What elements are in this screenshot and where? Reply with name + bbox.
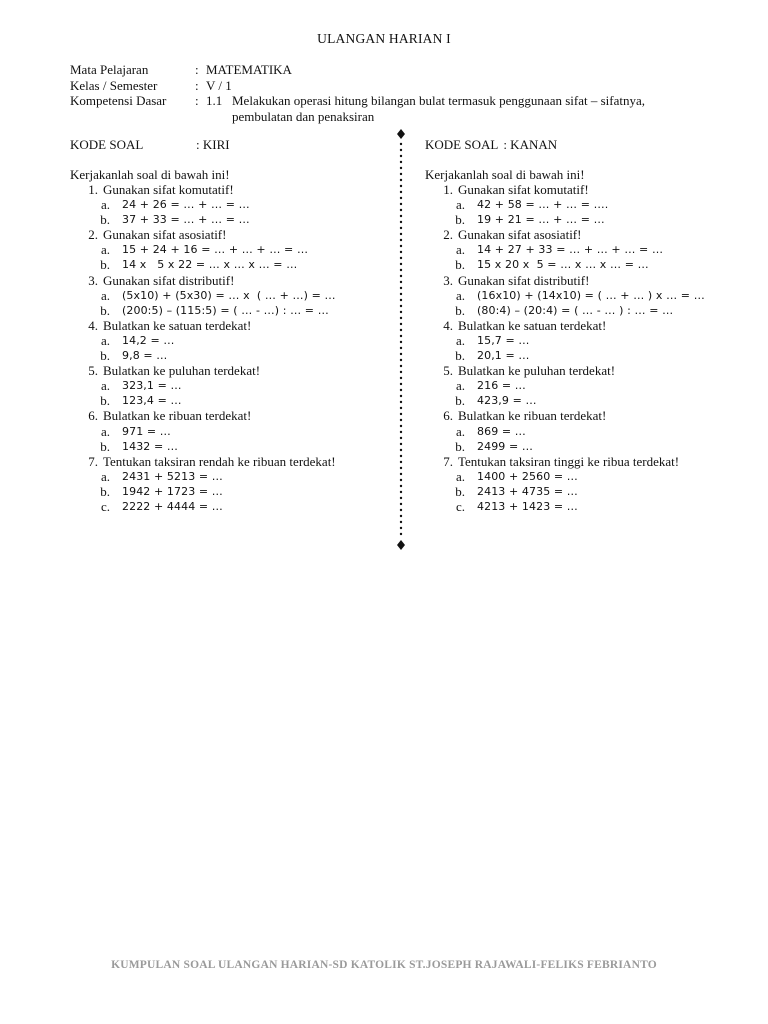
- divider-dot: [400, 371, 402, 373]
- sub-question-text: 869 = …: [477, 424, 526, 438]
- separator: :: [195, 93, 199, 108]
- sub-question-letter: a.: [455, 423, 465, 439]
- question-text: Tentukan taksiran tinggi ke ribua terdekat!: [458, 453, 680, 469]
- divider-dot: [400, 485, 402, 487]
- sub-question-letter: b.: [100, 348, 110, 364]
- question-item: [70, 318, 400, 333]
- divider-dot: [400, 227, 402, 229]
- question-item: [425, 182, 755, 197]
- divider-dot: [400, 173, 402, 175]
- question-number: 7.: [443, 453, 453, 469]
- divider-dot: [400, 455, 402, 457]
- sub-question-letter: a.: [100, 242, 110, 258]
- footer: KUMPULAN SOAL ULANGAN HARIAN-SD KATOLIK ST.JOSEPH RAJAWALI-FELIKS FEBRIANTO: [111, 959, 657, 971]
- divider-dot: [400, 425, 402, 427]
- question-number: 3.: [443, 272, 453, 288]
- divider-dot: [400, 389, 402, 391]
- sub-question-letter: b.: [100, 483, 110, 499]
- divider-dot: [400, 521, 402, 523]
- sub-question-text: 15 x 20 x 5 = … x … x … = …: [477, 258, 649, 272]
- sub-question-text: 2222 + 4444 = …: [122, 499, 223, 513]
- question-text: Gunakan sifat komutatif!: [458, 182, 589, 197]
- question-text: Gunakan sifat distributif!: [458, 272, 590, 288]
- question-number: 5.: [443, 363, 453, 379]
- divider-dot: [400, 311, 402, 313]
- divider-dot: [400, 449, 402, 451]
- question-item: [70, 363, 400, 378]
- question-number: 7.: [88, 453, 98, 469]
- sub-question-letter: a.: [100, 423, 110, 439]
- sub-question-text: 15 + 24 + 16 = … + … + … = …: [122, 243, 309, 257]
- question-item: [425, 227, 755, 242]
- sub-question-text: 2413 + 4735 = …: [477, 484, 578, 498]
- question-number: 3.: [88, 272, 98, 288]
- sub-question-text: 37 + 33 = … + … = …: [122, 213, 250, 227]
- divider-dot: [400, 365, 402, 367]
- sub-question-letter: a.: [455, 287, 465, 303]
- divider-dot: [400, 251, 402, 253]
- question-number: 2.: [443, 227, 453, 243]
- sub-question-text: 216 = …: [477, 379, 526, 393]
- sub-question: [70, 257, 400, 272]
- divider-dot: [400, 329, 402, 331]
- sub-question: [425, 469, 755, 484]
- divider-dot: [400, 299, 402, 301]
- divider-dot: [400, 191, 402, 193]
- sub-question-letter: b.: [100, 438, 110, 454]
- divider-dot: [400, 269, 402, 271]
- divider-dot: [400, 479, 402, 481]
- sub-question-text: 971 = …: [122, 424, 171, 438]
- divider-dot: [400, 515, 402, 517]
- sub-question-text: 1942 + 1723 = …: [122, 484, 223, 498]
- code-label: KODE SOAL: [425, 137, 499, 152]
- divider-dot: [400, 179, 402, 181]
- divider-dot: [400, 509, 402, 511]
- column-divider: [395, 128, 407, 552]
- sub-question: [70, 469, 400, 484]
- kd-text-line2: pembulatan dan penaksiran: [232, 108, 375, 124]
- sub-question-letter: b.: [455, 483, 465, 499]
- class-value: V / 1: [206, 77, 232, 93]
- divider-dot: [400, 215, 402, 217]
- code-value: : KIRI: [196, 137, 230, 152]
- sub-question-letter: b.: [100, 393, 110, 409]
- sub-question-text: 123,4 = …: [122, 394, 182, 408]
- sub-question-letter: b.: [455, 302, 465, 318]
- divider-dot: [400, 335, 402, 337]
- sub-question: [70, 484, 400, 499]
- sub-question-letter: b.: [100, 302, 110, 318]
- divider-dot: [400, 377, 402, 379]
- sub-question-letter: a.: [100, 468, 110, 484]
- divider-dot: [400, 221, 402, 223]
- sub-question: [425, 393, 755, 408]
- divider-dot: [400, 491, 402, 493]
- sub-question-text: 14 + 27 + 33 = … + … + … = …: [477, 243, 664, 257]
- class-label: Kelas / Semester: [70, 77, 158, 93]
- separator: :: [195, 77, 199, 93]
- divider-dot: [400, 257, 402, 259]
- sub-question-text: (5x10) + (5x30) = … x ( … + …) = …: [122, 288, 336, 302]
- sub-question-text: (16x10) + (14x10) = ( … + … ) x … = …: [477, 288, 705, 302]
- divider-dot: [400, 359, 402, 361]
- divider-dot: [400, 527, 402, 529]
- sub-question-letter: c.: [455, 498, 465, 514]
- sub-question: [70, 212, 400, 227]
- divider-diamond-top: [397, 129, 405, 139]
- question-number: 1.: [88, 182, 98, 197]
- divider-dot: [400, 353, 402, 355]
- divider-dot: [400, 347, 402, 349]
- question-item: [425, 408, 755, 423]
- exam-info: [70, 62, 730, 124]
- question-text: Bulatkan ke puluhan terdekat!: [458, 363, 616, 379]
- question-text: Tentukan taksiran rendah ke ribuan terdekat!: [103, 453, 336, 469]
- question-item: [70, 273, 400, 288]
- question-number: 5.: [88, 363, 98, 379]
- sub-question-letter: b.: [455, 257, 465, 273]
- kd-row: [70, 93, 730, 109]
- divider-dot: [400, 437, 402, 439]
- divider-dot: [400, 473, 402, 475]
- divider-dot: [400, 401, 402, 403]
- divider-dot: [400, 281, 402, 283]
- divider-dot: [400, 431, 402, 433]
- sub-question-text: 4213 + 1423 = …: [477, 499, 578, 513]
- sub-question-letter: a.: [455, 378, 465, 394]
- sub-question: [425, 484, 755, 499]
- question-item: [425, 273, 755, 288]
- divider-dot: [400, 461, 402, 463]
- divider-dot: [400, 287, 402, 289]
- subject-row: [70, 62, 730, 78]
- question-list: [425, 182, 755, 514]
- sub-question-letter: a.: [100, 332, 110, 348]
- sub-question-text: 9,8 = …: [122, 349, 168, 363]
- divider-dot: [400, 407, 402, 409]
- divider-dot: [400, 161, 402, 163]
- question-number: 4.: [443, 317, 453, 333]
- sub-question-text: 1432 = …: [122, 439, 179, 453]
- sub-question-text: 2431 + 5213 = …: [122, 469, 223, 483]
- divider-dot: [400, 443, 402, 445]
- subject-value: MATEMATIKA: [206, 62, 292, 77]
- sub-question-letter: a.: [455, 468, 465, 484]
- divider-dot: [400, 395, 402, 397]
- divider-dot: [400, 143, 402, 145]
- sub-question-text: 42 + 58 = … + … = ….: [477, 198, 609, 212]
- question-text: Gunakan sifat distributif!: [103, 272, 235, 288]
- divider-diamond-bottom: [397, 540, 405, 550]
- sub-question-letter: b.: [100, 257, 110, 273]
- code-row: [70, 137, 400, 152]
- sub-question-text: 323,1 = …: [122, 379, 182, 393]
- sub-question: [425, 288, 755, 303]
- question-text: Gunakan sifat asosiatif!: [103, 227, 227, 243]
- sub-question-text: 1400 + 2560 = …: [477, 469, 578, 483]
- question-text: Bulatkan ke satuan terdekat!: [458, 317, 607, 333]
- sub-question-letter: b.: [455, 212, 465, 228]
- sub-question: [425, 439, 755, 454]
- sub-question: [70, 499, 400, 514]
- divider-dot: [400, 149, 402, 151]
- sub-question-text: 24 + 26 = … + … = …: [122, 198, 250, 212]
- sub-question-letter: a.: [455, 242, 465, 258]
- kd-text-line1: Melakukan operasi hitung bilangan bulat termasuk penggunaan sifat – sifatnya,: [232, 93, 645, 108]
- divider-dot: [400, 323, 402, 325]
- sub-question: [425, 197, 755, 212]
- kd-code: 1.1: [206, 93, 223, 108]
- question-number: 1.: [443, 182, 453, 197]
- sub-question: [70, 288, 400, 303]
- question-item: [425, 454, 755, 469]
- sub-question: [425, 212, 755, 227]
- divider-dot: [400, 305, 402, 307]
- question-item: [425, 318, 755, 333]
- question-number: 6.: [443, 408, 453, 424]
- sub-question: [425, 333, 755, 348]
- sub-question: [70, 424, 400, 439]
- divider-dot: [400, 185, 402, 187]
- divider-dot: [400, 239, 402, 241]
- question-number: 2.: [88, 227, 98, 243]
- divider-dot: [400, 245, 402, 247]
- sub-question: [70, 333, 400, 348]
- sub-question-text: 20,1 = …: [477, 349, 530, 363]
- sub-question: [70, 439, 400, 454]
- sub-question-text: 2499 = …: [477, 439, 534, 453]
- sub-question-text: 15,7 = …: [477, 333, 530, 347]
- code-row: [425, 137, 755, 152]
- divider-dot: [400, 503, 402, 505]
- question-number: 4.: [88, 317, 98, 333]
- sub-question-letter: b.: [455, 348, 465, 364]
- question-text: Gunakan sifat asosiatif!: [458, 227, 582, 243]
- sub-question-letter: b.: [100, 212, 110, 228]
- divider-dot: [400, 209, 402, 211]
- sub-question: [425, 242, 755, 257]
- sub-question-letter: b.: [455, 438, 465, 454]
- sub-question-letter: a.: [455, 332, 465, 348]
- sub-question: [70, 197, 400, 212]
- divider-dot: [400, 233, 402, 235]
- sub-question: [425, 348, 755, 363]
- question-text: Gunakan sifat komutatif!: [103, 182, 234, 197]
- divider-dot: [400, 197, 402, 199]
- sub-question: [425, 424, 755, 439]
- divider-dot: [400, 167, 402, 169]
- right-column: [425, 137, 755, 514]
- sub-question-text: (200:5) – (115:5) = ( … - …) : … = …: [122, 303, 329, 317]
- class-row: [70, 78, 730, 94]
- divider-dot: [400, 263, 402, 265]
- sub-question-letter: b.: [455, 393, 465, 409]
- divider-dot: [400, 275, 402, 277]
- sub-question: [70, 393, 400, 408]
- sub-question: [70, 303, 400, 318]
- sub-question-text: 423,9 = …: [477, 394, 537, 408]
- sub-question: [70, 348, 400, 363]
- instruction: Kerjakanlah soal di bawah ini!: [425, 167, 585, 182]
- divider-dot: [400, 497, 402, 499]
- question-item: [425, 363, 755, 378]
- sub-question: [425, 257, 755, 272]
- divider-dot: [400, 293, 402, 295]
- sub-question-text: 14 x 5 x 22 = … x … x … = …: [122, 258, 298, 272]
- divider-dot: [400, 341, 402, 343]
- separator: :: [195, 62, 199, 77]
- sub-question-text: 19 + 21 = … + … = …: [477, 213, 605, 227]
- question-text: Bulatkan ke satuan terdekat!: [103, 317, 252, 333]
- question-text: Bulatkan ke puluhan terdekat!: [103, 363, 261, 379]
- sub-question-letter: a.: [100, 197, 110, 213]
- question-item: [70, 182, 400, 197]
- sub-question-letter: a.: [455, 197, 465, 213]
- sub-question: [70, 378, 400, 393]
- question-item: [70, 454, 400, 469]
- question-item: [70, 408, 400, 423]
- question-list: [70, 182, 400, 514]
- page-title: ULANGAN HARIAN I: [317, 31, 451, 46]
- divider-dot: [400, 467, 402, 469]
- sub-question-letter: a.: [100, 287, 110, 303]
- sub-question-letter: c.: [100, 498, 110, 514]
- question-text: Bulatkan ke ribuan terdekat!: [103, 408, 252, 424]
- code-label: KODE SOAL: [70, 137, 144, 152]
- divider-dot: [400, 155, 402, 157]
- sub-question: [425, 499, 755, 514]
- subject-label: Mata Pelajaran: [70, 62, 149, 77]
- divider-dot: [400, 419, 402, 421]
- divider-dot: [400, 317, 402, 319]
- divider-dot: [400, 413, 402, 415]
- sub-question-text: (80:4) – (20:4) = ( … - … ) : … = …: [477, 303, 674, 317]
- kd-label: Kompetensi Dasar: [70, 93, 167, 108]
- sub-question: [425, 378, 755, 393]
- sub-question-text: 14,2 = …: [122, 333, 175, 347]
- question-number: 6.: [88, 408, 98, 424]
- question-text: Bulatkan ke ribuan terdekat!: [458, 408, 607, 424]
- question-item: [70, 227, 400, 242]
- sub-question: [70, 242, 400, 257]
- sub-question-letter: a.: [100, 378, 110, 394]
- instruction: Kerjakanlah soal di bawah ini!: [70, 167, 230, 182]
- sub-question: [425, 303, 755, 318]
- left-column: [70, 137, 400, 514]
- divider-dot: [400, 203, 402, 205]
- code-value: : KANAN: [503, 137, 558, 152]
- divider-dot: [400, 533, 402, 535]
- divider-dot: [400, 383, 402, 385]
